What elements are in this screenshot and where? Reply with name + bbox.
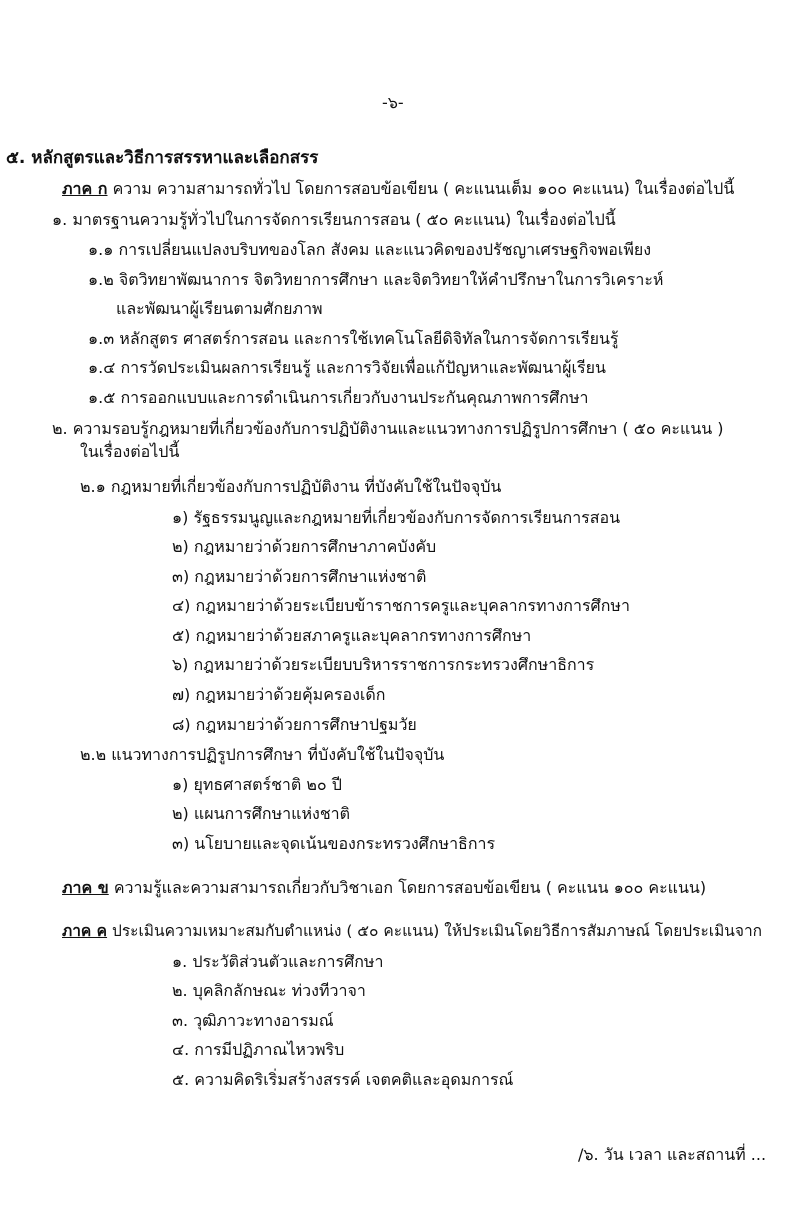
part-a-line [62, 178, 734, 200]
law-item-8: ๘) กฎหมายว่าด้วยการศึกษาปฐมวัย [172, 715, 417, 734]
page-number: -๖- [382, 93, 404, 112]
criteria-item-5: ๕. ความคิดริเริ่มสร้างสรรค์ เจตคติและอุดมการณ์ [172, 1070, 514, 1089]
part-b-label: ภาค ข [62, 878, 109, 897]
law-item-7: ๗) กฎหมายว่าด้วยคุ้มครองเด็ก [172, 685, 386, 704]
item-2-2-title: ๒.๒ แนวทางการปฏิรูปการศึกษา ที่บังคับใช้ในปัจจุบัน [80, 745, 445, 764]
law-item-3: ๓) กฎหมายว่าด้วยการศึกษาแห่งชาติ [172, 567, 427, 586]
criteria-item-4: ๔. การมีปฏิภาณไหวพริบ [172, 1040, 345, 1059]
part-c-text: ประเมินความเหมาะสมกับตำแหน่ง ( ๕๐ คะแนน) ให้ประเมินโดยวิธีการสัมภาษณ์ โดยประเมินจาก [112, 922, 763, 940]
section-heading: ๕. หลักสูตรและวิธีการสรรหาและเลือกสรร [6, 148, 319, 168]
part-c-label: ภาค ค [62, 922, 108, 940]
item-1-2: ๑.๒ จิตวิทยาพัฒนาการ จิตวิทยาการศึกษา และจิตวิทยาให้คำปรึกษาในการวิเคราะห์ [88, 270, 664, 289]
criteria-item-1: ๑. ประวัติส่วนตัวและการศึกษา [172, 952, 384, 971]
item-1: ๑. มาตรฐานความรู้ทั่วไปในการจัดการเรียนการสอน ( ๕๐ คะแนน) ในเรื่องต่อไปนี้ [52, 210, 616, 229]
reform-item-1: ๑) ยุทธศาสตร์ชาติ ๒๐ ปี [172, 775, 342, 794]
part-a-intro: ความ ความสามารถทั่วไป โดยการสอบข้อเขียน ( คะแนนเต็ม ๑๐๐ คะแนน) ในเรื่องต่อไปนี้ [112, 179, 735, 198]
item-2-1-title: ๒.๑ กฎหมายที่เกี่ยวข้องกับการปฏิบัติงาน ที่บังคับใช้ในปัจจุบัน [80, 477, 502, 496]
continuation-note: /๖. วัน เวลา และสถานที่ ... [578, 1145, 767, 1164]
part-b-text: ความรู้และความสามารถเกี่ยวกับวิชาเอก โดยการสอบข้อเขียน ( คะแนน ๑๐๐ คะแนน) [113, 878, 707, 897]
law-item-6: ๖) กฎหมายว่าด้วยระเบียบบริหารราชการกระทรวงศึกษาธิการ [172, 655, 595, 674]
reform-item-2: ๒) แผนการศึกษาแห่งชาติ [172, 804, 351, 823]
part-c-line [62, 920, 762, 942]
item-1-2-cont: และพัฒนาผู้เรียนตามศักยภาพ [116, 299, 323, 318]
item-2-cont: ในเรื่องต่อไปนี้ [80, 442, 180, 461]
law-item-4: ๔) กฎหมายว่าด้วยระเบียบข้าราชการครูและบุคลากรทางการศึกษา [172, 596, 630, 615]
part-a-label: ภาค ก [62, 179, 108, 198]
item-2: ๒. ความรอบรู้กฎหมายที่เกี่ยวข้องกับการปฏิบัติงานและแนวทางการปฏิรูปการศึกษา ( ๕๐ คะแนน ) [52, 419, 724, 438]
reform-item-3: ๓) นโยบายและจุดเน้นของกระทรวงศึกษาธิการ [172, 834, 496, 853]
item-1-4: ๑.๔ การวัดประเมินผลการเรียนรู้ และการวิจัยเพื่อแก้ปัญหาและพัฒนาผู้เรียน [88, 358, 606, 377]
item-1-5: ๑.๕ การออกแบบและการดำเนินการเกี่ยวกับงานประกันคุณภาพการศึกษา [88, 388, 589, 407]
law-item-1: ๑) รัฐธรรมนูญและกฎหมายที่เกี่ยวข้องกับการจัดการเรียนการสอน [172, 508, 621, 527]
criteria-item-2: ๒. บุคลิกลักษณะ ท่วงทีวาจา [172, 981, 366, 1000]
law-item-5: ๕) กฎหมายว่าด้วยสภาครูและบุคลากรทางการศึกษา [172, 626, 532, 645]
item-1-3: ๑.๓ หลักสูตร ศาสตร์การสอน และการใช้เทคโนโลยีดิจิทัลในการจัดการเรียนรู้ [88, 329, 619, 348]
law-item-2: ๒) กฎหมายว่าด้วยการศึกษาภาคบังคับ [172, 537, 437, 556]
item-1-1: ๑.๑ การเปลี่ยนแปลงบริบทของโลก สังคม และแนวคิดของปรัชญาเศรษฐกิจพอเพียง [88, 240, 652, 259]
criteria-item-3: ๓. วุฒิภาวะทางอารมณ์ [172, 1011, 334, 1030]
part-b-line [62, 877, 706, 899]
